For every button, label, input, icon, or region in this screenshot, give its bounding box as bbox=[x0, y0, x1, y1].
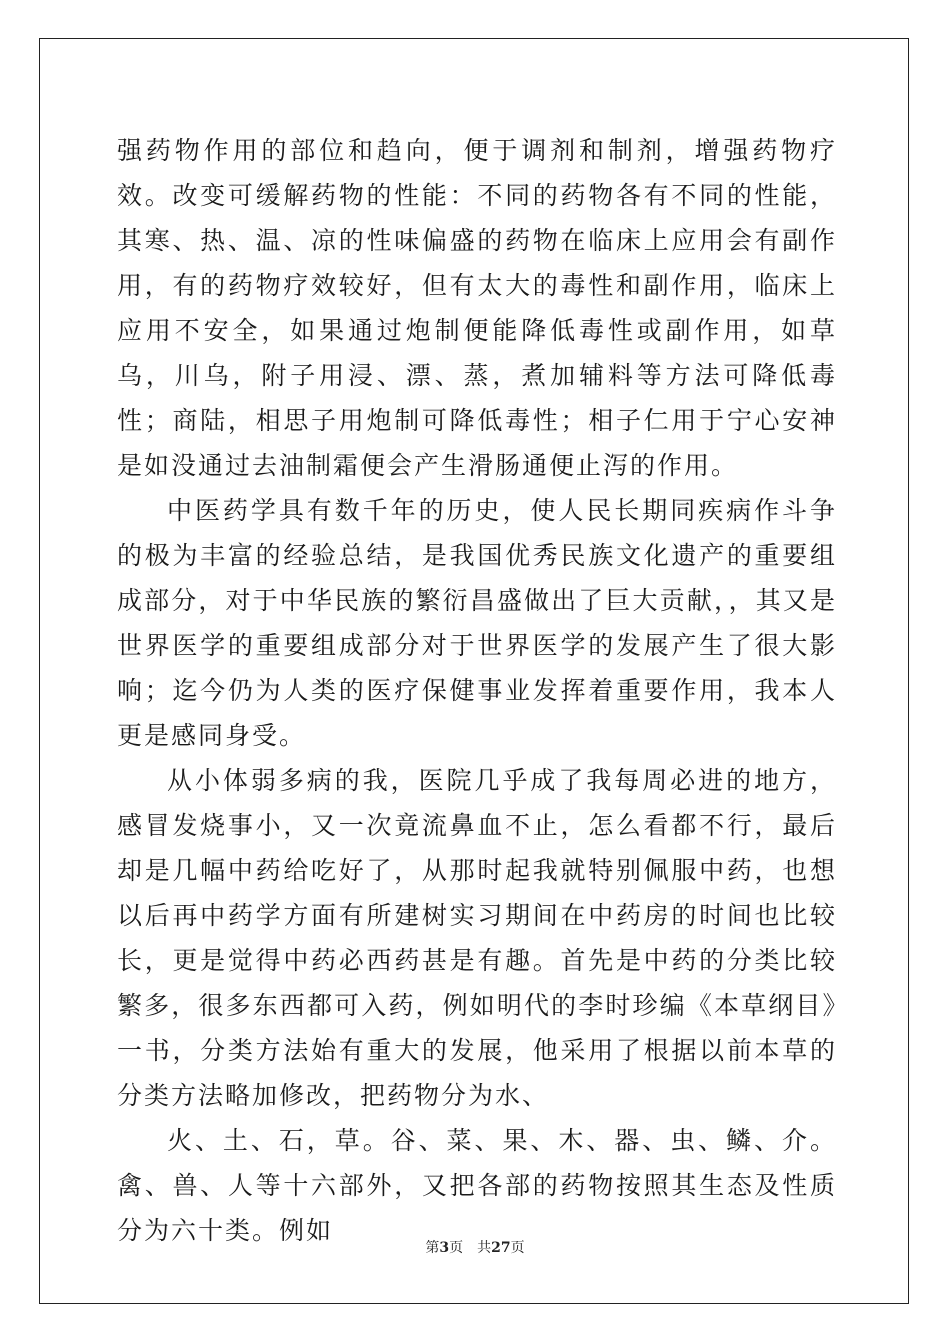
paragraph-3: 从小体弱多病的我，医院几乎成了我每周必进的地方，感冒发烧事小，又一次竟流鼻血不止，怎么看都不行，最后却是几幅中药给吃好了，从那时起我就特别佩服中药，也想以后再中药学方面有所建树实习期间在中药房的时间也比较长，更是觉得中药必西药甚是有趣。首先是中药的分类比较繁多，很多东西都可入药，例如明代的李时珍编《本草纲目》一书，分类方法始有重大的发展，他采用了根据以前本草的分类方法略加修改，把药物分为水、 bbox=[117, 766, 837, 1110]
footer-total-prefix: 共 bbox=[477, 1240, 492, 1256]
paragraph-2: 中医药学具有数千年的历史，使人民长期同疾病作斗争的极为丰富的经验总结，是我国优秀民族文化遗产的重要组成部分，对于中华民族的繁衍昌盛做出了巨大贡献，，其又是世界医学的重要组成部分对于世界医学的发展产生了很大影响；迄今仍为人类的医疗保健事业发挥着重要作用，我本人更是感同身受。 bbox=[117, 496, 837, 750]
footer-prefix: 第 bbox=[425, 1240, 440, 1256]
paragraph-4: 火、土、石，草。谷、菜、果、木、器、虫、鳞、介。禽、兽、人等十六部外，又把各部的药物按照其生态及性质分为六十类。例如 bbox=[117, 1126, 837, 1245]
document-body bbox=[117, 128, 837, 1253]
total-page-number: 27 bbox=[491, 1240, 511, 1256]
footer-total-unit: 页 bbox=[510, 1240, 525, 1256]
paragraph-1: 强药物作用的部位和趋向，便于调剂和制剂，增强药物疗效。改变可缓解药物的性能：不同的药物各有不同的性能，其寒、热、温、凉的性味偏盛的药物在临床上应用会有副作用，有的药物疗效较好，但有太大的毒性和副作用，临床上应用不安全，如果通过炮制便能降低毒性或副作用，如草乌，川乌，附子用浸、漂、蒸，煮加辅料等方法可降低毒性；商陆，相思子用炮制可降低毒性；相子仁用于宁心安神是如没通过去油制霜便会产生滑肠通便止泻的作用。 bbox=[117, 136, 837, 480]
footer-page-unit: 页 bbox=[449, 1240, 464, 1256]
current-page-number: 3 bbox=[439, 1240, 450, 1256]
page-footer bbox=[0, 1237, 950, 1257]
